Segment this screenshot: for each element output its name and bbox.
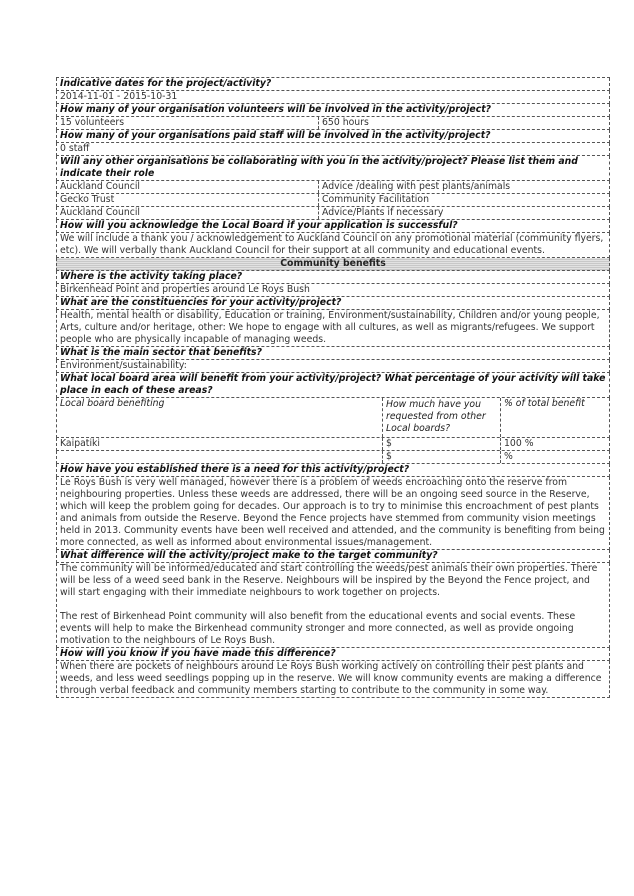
question-main-sector: What is the main sector that benefits?: [56, 347, 610, 360]
question-local-board: What local board area will benefit from your activity/project? What percentage of your activity will take place in each of these areas?: [56, 373, 610, 398]
answer-measure: When there are pockets of neighbours around Le Roys Bush working actively on controlling their pest plants and weeds, and less weed seedlings popping up in the reserve. We will know community events are making a difference through verbal feedback and community members starting to contribute to the community in some way.: [56, 661, 610, 698]
question-acknowledgement: How will you acknowledge the Local Board if your application is successful?: [56, 220, 610, 233]
collaborator-org: Auckland Council: [57, 181, 319, 193]
question-measure: How will you know if you have made this difference?: [56, 648, 610, 661]
local-board-requested: $: [383, 438, 501, 450]
local-board-row: [56, 451, 610, 464]
question-collaboration: Will any other organisations be collaborating with you in the activity/project? Please list them and indicate their role: [56, 156, 610, 181]
collaborator-role: Community Facilitation: [322, 194, 429, 205]
collaborator-role: Advice/Plants if necessary: [322, 207, 444, 218]
answer-volunteers: 15 volunteers: [57, 117, 319, 129]
collaborator-org: Gecko Trust: [57, 194, 319, 206]
local-board-header-row: [56, 398, 610, 438]
collaborator-org: Auckland Council: [57, 207, 319, 219]
question-need: How have you established there is a need for this activity/project?: [56, 464, 610, 477]
question-difference: What difference will the activity/project make to the target community?: [56, 550, 610, 563]
local-board-name: [57, 451, 383, 463]
local-board-header: Local board benefiting: [57, 398, 383, 437]
answer-acknowledgement: We will include a thank you / acknowledgement to Auckland Council on any promotional material (community flyers, etc). We will verbally thank Auckland Council for their support at all community and educational events.: [56, 233, 610, 258]
paragraph-gap: [60, 599, 606, 611]
collaborator-row: [56, 207, 610, 220]
question-staff: How many of your organisations paid staff will be involved in the activity/project?: [56, 130, 610, 143]
local-board-row: [56, 438, 610, 451]
local-board-percent: 100 %: [504, 438, 534, 449]
local-board-percent: %: [504, 451, 513, 462]
collaborator-row: [56, 194, 610, 207]
question-volunteers: How many of your organisation volunteers will be involved in the activity/project?: [56, 104, 610, 117]
question-dates: Indicative dates for the project/activity?: [56, 78, 610, 91]
local-board-requested: $: [383, 451, 501, 463]
question-constituencies: What are the constituencies for your activity/project?: [56, 297, 610, 310]
answer-dates: 2014-11-01 - 2015-10-31: [56, 91, 610, 104]
section-heading-community-benefits: Community benefits: [56, 258, 610, 271]
application-form: [56, 77, 610, 698]
answer-difference-paragraph: The rest of Birkenhead Point community will also benefit from the educational events and social events. These events will help to make the Birkenhead community stronger and more connected, as well as provide ongoing motivation to the neighbours of Le Roys Bush.: [60, 611, 576, 646]
percent-header: % of total benefit: [504, 398, 585, 409]
question-location: Where is the activity taking place?: [56, 271, 610, 284]
collaborator-role: Advice /dealing with pest plants/animals: [322, 181, 511, 192]
answer-staff: 0 staff: [56, 143, 610, 156]
local-board-name: Kaipatiki: [57, 438, 383, 450]
answer-need: Le Roys Bush is very well managed, however there is a problem of weeds encroaching onto the reserve from neighbouring properties. Unless these weeds are addressed, there will be an ongoing seed source in the Reserve, which will keep the problem going for decades. Our approach is to try to minimise this encroachment of pest plants and animals from outside the Reserve. Beyond the Fence projects have stemmed from community vision meetings held in 2013. Community events have been well received and attended, and the community is benefiting from being more connected, as well as informed about environmental issues/management.: [56, 477, 610, 550]
answer-main-sector: Environment/sustainability:: [56, 360, 610, 373]
collaborator-row: [56, 181, 610, 194]
answer-location: Birkenhead Point and properties around Le Roys Bush: [56, 284, 610, 297]
answer-constituencies: Health, mental health or disability, Education or training, Environment/sustainability, Children and/or young people, Arts, culture and/or heritage, other: We hope to engage with all cultures, as well as migrants/refugees. We support people who are physically incapable of managing weeds.: [56, 310, 610, 347]
answer-hours: 650 hours: [322, 117, 369, 128]
answer-difference-paragraph: The community will be informed/educated and start controlling the weeds/pest animals their own properties. There will be less of a weed seed bank in the Reserve. Neighbours will be inspired by the Beyond the Fence project, and will start engaging with their immediate neighbours to work together on projects.: [60, 563, 598, 598]
requested-header: How much have you requested from other Local boards?: [383, 398, 501, 437]
answer-volunteers-row: [56, 117, 610, 130]
answer-difference: [56, 563, 610, 648]
